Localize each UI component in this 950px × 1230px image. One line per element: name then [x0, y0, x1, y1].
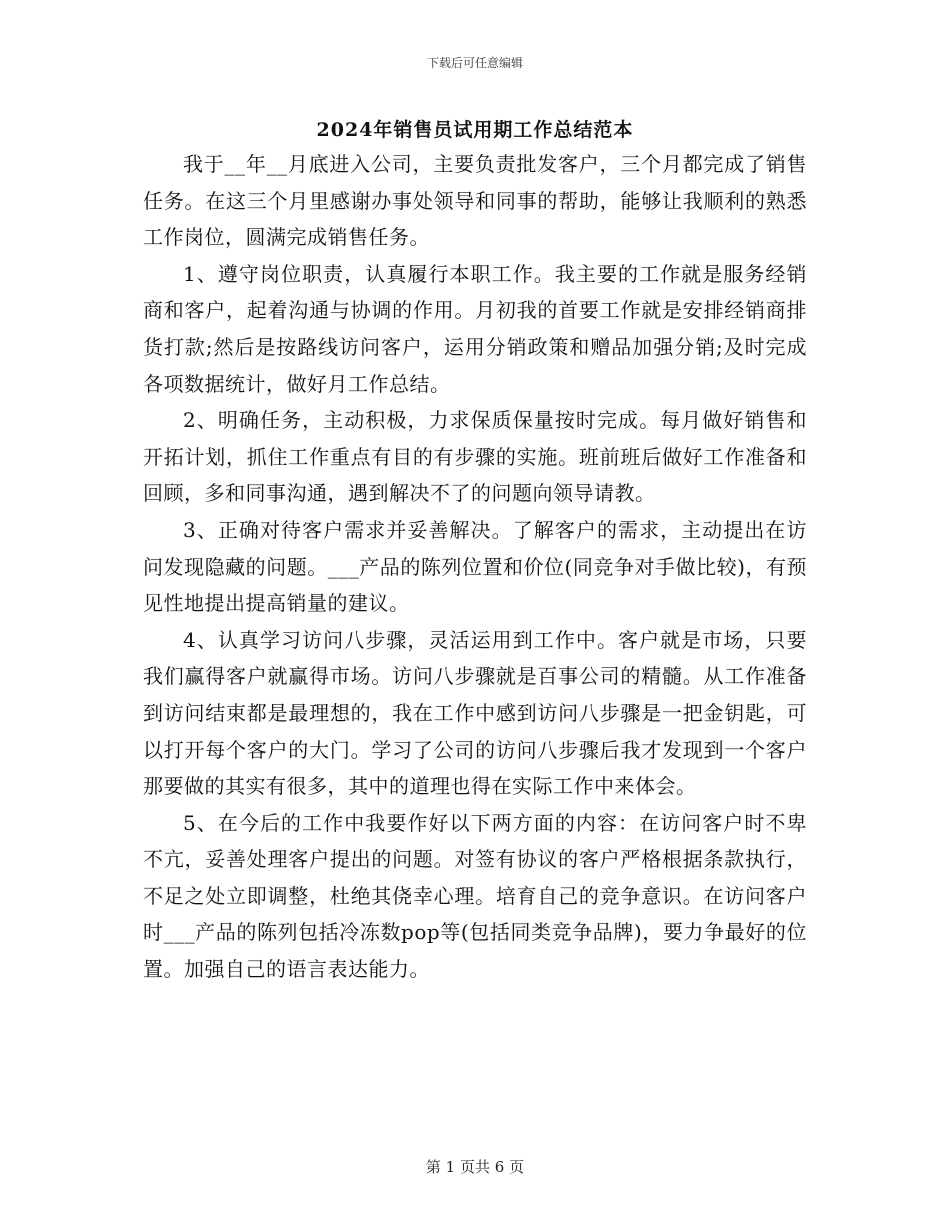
- document-title: 2024年销售员试用期工作总结范本: [316, 119, 634, 141]
- paragraph-4: 4、认真学习访问八步骤，灵活运用到工作中。客户就是市场，只要我们赢得客户就赢得市场。访问八步骤就是百事公司的精髓。从工作准备到访问结束都是最理想的，我在工作中感到访问八步骤是一把金钥匙，可以打开每个客户的大门。学习了公司的访问八步骤后我才发现到一个客户那要做的其实有很多，其中的道理也得在实际工作中来体会。: [143, 627, 807, 799]
- document-body: [143, 146, 807, 988]
- paragraph-3: 3、正确对待客户需求并妥善解决。了解客户的需求，主动提出在访问发现隐藏的问题。___产品的陈列位置和价位(同竞争对手做比较)，有预见性地提出提高销量的建议。: [143, 517, 807, 616]
- page-footer: 第 1 页共 6 页: [425, 1158, 525, 1176]
- page-header: 下载后可任意编辑: [426, 56, 523, 70]
- paragraph-1: 1、遵守岗位职责，认真履行本职工作。我主要的工作就是服务经销商和客户，起着沟通与协调的作用。月初我的首要工作就是安排经销商排货打款;然后是按路线访问客户，运用分销政策和赠品加强分销;及时完成各项数据统计，做好月工作总结。: [143, 261, 807, 396]
- paragraph-2: 2、明确任务，主动积极，力求保质保量按时完成。每月做好销售和开拓计划，抓住工作重点有目的有步骤的实施。班前班后做好工作准备和回顾，多和同事沟通，遇到解决不了的问题向领导请教。: [143, 408, 807, 506]
- paragraph-intro: 我于__年__月底进入公司，主要负责批发客户，三个月都完成了销售任务。在这三个月里感谢办事处领导和同事的帮助，能够让我顺利的熟悉工作岗位，圆满完成销售任务。: [143, 152, 807, 250]
- paragraph-5: 5、在今后的工作中我要作好以下两方面的内容：在访问客户时不卑不亢，妥善处理客户提出的问题。对签有协议的客户严格根据条款执行，不足之处立即调整，杜绝其侥幸心理。培育自己的竞争意识。在访问客户时___产品的陈列包括冷冻数pop等(包括同类竞争品牌)，要力争最好的位置。加强自己的语言表达能力。: [143, 810, 807, 982]
